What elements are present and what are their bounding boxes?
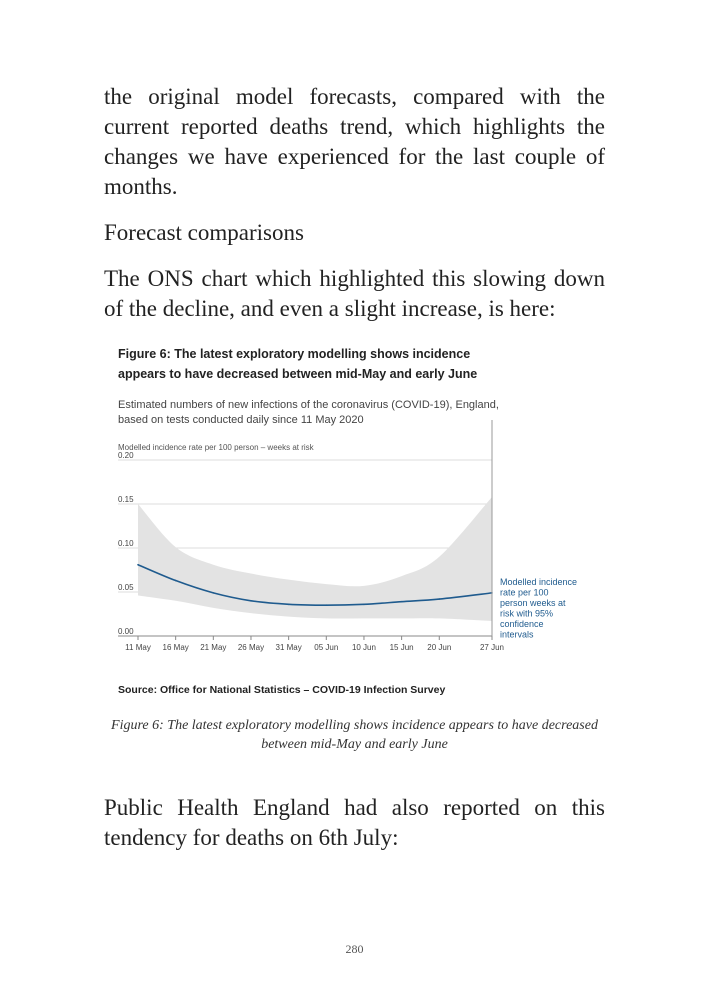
chart-subtitle: Estimated numbers of new infections of the coronavirus (COVID-19), England, based on tests conducted daily since 11 May 2020 (118, 399, 499, 426)
data-point (401, 601, 403, 603)
data-point (213, 592, 215, 594)
x-tick-label: 11 May (125, 643, 151, 652)
data-point (325, 604, 327, 606)
x-tick-label: 16 May (162, 643, 189, 652)
data-point (363, 604, 365, 606)
x-tick-label: 05 Jun (314, 643, 339, 652)
x-tick-label: 31 May (275, 643, 302, 652)
x-tick-label: 21 May (200, 643, 227, 652)
data-point (137, 564, 139, 566)
y-tick-label: 0.10 (118, 539, 134, 548)
data-point (288, 604, 290, 606)
data-point (438, 598, 440, 600)
data-point (175, 580, 177, 582)
body-paragraph-3: Public Health England had also reported on this tendency for deaths on 6th July: (104, 795, 605, 850)
line-chart (108, 336, 594, 676)
y-tick-label: 0.20 (118, 451, 134, 460)
x-tick-label: 10 Jun (351, 643, 376, 652)
section-heading: Forecast comparisons (104, 220, 304, 245)
y-axis-label: Modelled incidence rate per 100 person – weeks at risk (118, 443, 314, 452)
x-tick-label: 27 Jun (479, 643, 505, 652)
x-tick-label: 26 May (237, 643, 265, 652)
confidence-band (138, 497, 492, 621)
body-paragraph-1: the original model forecasts, compared with the current reported deaths trend, which highlights the changes we have experienced for the last couple of months. (104, 84, 605, 199)
y-tick-label: 0.00 (118, 627, 134, 636)
legend-label: Modelled incidence rate per 100 person weeks at risk with 95% confidence intervals (500, 577, 578, 640)
body-paragraph-2: The ONS chart which highlighted this slowing down of the decline, and even a slight increase, is here: (104, 266, 605, 321)
chart-title: Figure 6: The latest exploratory modelling shows incidence appears to have decreased between mid-May and early June (118, 347, 478, 381)
y-tick-label: 0.15 (118, 495, 134, 504)
data-point (250, 600, 252, 602)
chart-figure (108, 336, 594, 708)
y-tick-label: 0.05 (118, 583, 134, 592)
chart-source: Source: Office for National Statistics – COVID-19 Infection Survey (118, 684, 446, 696)
x-tick-label: 20 Jun (427, 643, 452, 652)
x-tick-label: 15 Jun (389, 643, 414, 652)
figure-caption: Figure 6: The latest exploratory modelling shows incidence appears to have decreased between mid-May and early June (111, 718, 598, 752)
page-number: 280 (345, 942, 364, 956)
